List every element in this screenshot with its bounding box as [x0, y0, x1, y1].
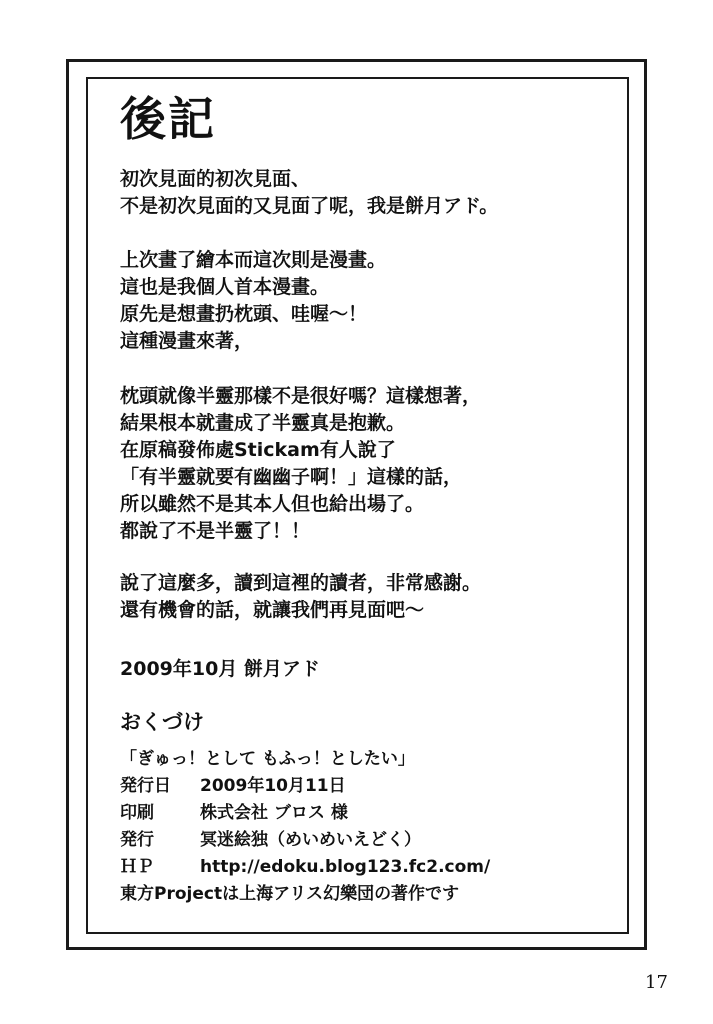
- text-line: 還有機會的話，就讓我們再見面吧～: [120, 599, 425, 621]
- print-label: 印刷: [120, 803, 154, 823]
- text-line: 在原稿發佈處Stickam有人說了: [120, 439, 396, 461]
- text-line: 「有半靈就要有幽幽子啊！」這樣的話，: [120, 466, 463, 488]
- signature-date: 2009年10月 餅月アド: [120, 658, 320, 680]
- text-line: 不是初次見面的又見面了呢，我是餅月アド。: [120, 195, 499, 217]
- print-value: 株式会社 ブロス 様: [200, 803, 348, 823]
- issuer-row: [120, 827, 490, 854]
- issuer-label: 発行: [120, 830, 154, 850]
- afterword-title: 後記: [120, 92, 216, 146]
- hp-link[interactable]: http://edoku.blog123.fc2.com/: [200, 857, 491, 877]
- work-title: 「ぎゅっ！として もふっ！としたい」: [120, 749, 415, 769]
- afterword-paragraph-3: [120, 383, 600, 545]
- hp-row: [120, 854, 490, 881]
- text-line: 原先是想畫扔枕頭、哇喔～！: [120, 303, 368, 325]
- colophon-title: おくづけ: [120, 710, 204, 734]
- hp-label: ＨＰ: [120, 857, 154, 877]
- issuer-value: 冥迷絵独（めいめいえどく）: [200, 830, 421, 850]
- copyright-notice: 東方Projectは上海アリス幻樂団の著作です: [120, 884, 460, 904]
- text-line: 這也是我個人首本漫畫。: [120, 276, 330, 298]
- text-line: 枕頭就像半靈那樣不是很好嗎？這樣想著，: [120, 385, 482, 407]
- text-line: 所以雖然不是其本人但也給出場了。: [120, 493, 425, 515]
- afterword-paragraph-4: [120, 570, 600, 624]
- publish-row: [120, 773, 490, 800]
- afterword-paragraph-2: [120, 247, 600, 355]
- text-line: 上次畫了繪本而這次則是漫畫。: [120, 249, 387, 271]
- text-line: 結果根本就畫成了半靈真是抱歉。: [120, 412, 406, 434]
- text-line: 說了這麼多，讀到這裡的讀者，非常感謝。: [120, 572, 482, 594]
- page-number: 17: [645, 972, 668, 993]
- print-row: [120, 800, 490, 827]
- text-line: 初次見面的初次見面、: [120, 168, 311, 190]
- text-line: 都說了不是半靈了！！: [120, 520, 311, 542]
- colophon-block: [120, 746, 490, 908]
- publish-label: 発行日: [120, 776, 171, 796]
- text-line: 這種漫畫來著，: [120, 330, 254, 352]
- afterword-paragraph-1: [120, 166, 600, 220]
- publish-date: 2009年10月11日: [200, 776, 346, 796]
